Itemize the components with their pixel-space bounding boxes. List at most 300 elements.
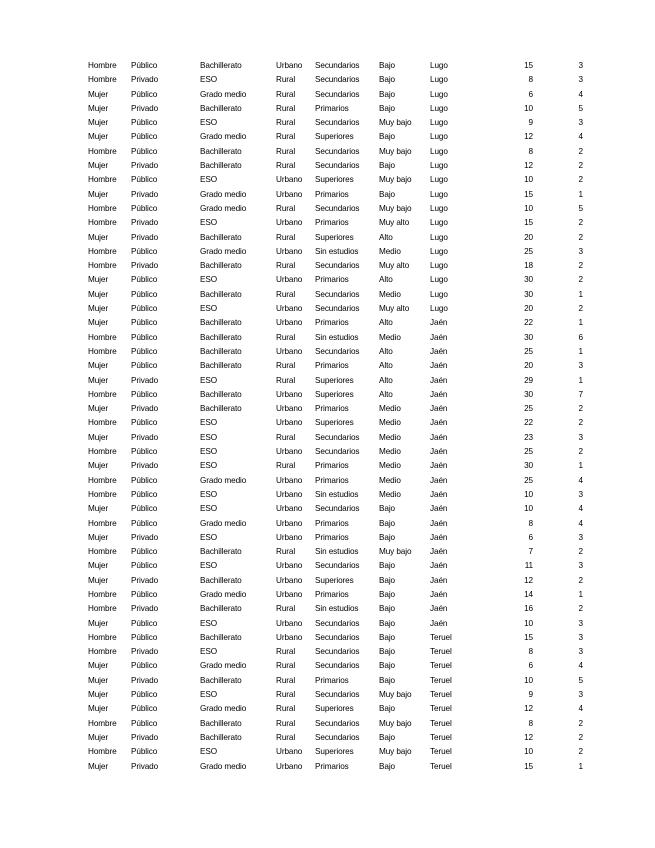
studies-cell: ESO [200, 747, 217, 757]
value-a-cell: 10 [524, 489, 533, 499]
table-row [88, 717, 583, 731]
zone-cell: Urbano [276, 318, 303, 328]
parent-studies-cell: Secundarios [315, 432, 360, 442]
studies-cell: ESO [200, 375, 217, 385]
school-type-cell: Público [131, 118, 158, 128]
value-a-cell: 10 [524, 175, 533, 185]
studies-cell: Grado medio [200, 132, 247, 142]
zone-cell: Rural [276, 690, 296, 700]
table-row [88, 388, 583, 402]
sex-cell: Hombre [88, 604, 117, 614]
studies-cell: Grado medio [200, 661, 247, 671]
income-cell: Alto [379, 346, 393, 356]
city-cell: Jaén [430, 361, 448, 371]
value-b-cell: 2 [578, 275, 583, 285]
value-a-cell: 9 [528, 118, 533, 128]
zone-cell: Rural [276, 704, 296, 714]
city-cell: Lugo [430, 118, 448, 128]
studies-cell: ESO [200, 432, 217, 442]
value-b-cell: 4 [578, 661, 583, 671]
school-type-cell: Público [131, 418, 158, 428]
value-b-cell: 1 [578, 375, 583, 385]
value-a-cell: 12 [524, 161, 533, 171]
parent-studies-cell: Primarios [315, 475, 349, 485]
studies-cell: ESO [200, 618, 217, 628]
parent-studies-cell: Primarios [315, 589, 349, 599]
sex-cell: Mujer [88, 704, 108, 714]
zone-cell: Urbano [276, 61, 303, 70]
value-a-cell: 8 [528, 146, 533, 156]
zone-cell: Rural [276, 547, 296, 557]
sex-cell: Mujer [88, 304, 108, 314]
city-cell: Jaén [430, 618, 448, 628]
sex-cell: Mujer [88, 618, 108, 628]
parent-studies-cell: Superiores [315, 375, 354, 385]
value-a-cell: 8 [528, 718, 533, 728]
studies-cell: Bachillerato [200, 318, 242, 328]
parent-studies-cell: Secundarios [315, 203, 360, 213]
value-b-cell: 2 [578, 261, 583, 271]
parent-studies-cell: Secundarios [315, 661, 360, 671]
value-a-cell: 30 [524, 332, 533, 342]
sex-cell: Hombre [88, 261, 117, 271]
studies-cell: Bachillerato [200, 575, 242, 585]
table-row [88, 188, 583, 202]
city-cell: Jaén [430, 404, 448, 414]
income-cell: Alto [379, 375, 393, 385]
value-a-cell: 30 [524, 389, 533, 399]
value-a-cell: 23 [524, 432, 533, 442]
parent-studies-cell: Secundarios [315, 618, 360, 628]
value-a-cell: 20 [524, 304, 533, 314]
parent-studies-cell: Superiores [315, 747, 354, 757]
school-type-cell: Privado [131, 261, 159, 271]
income-cell: Bajo [379, 132, 395, 142]
table-row [88, 159, 583, 173]
table-row [88, 145, 583, 159]
value-a-cell: 22 [524, 318, 533, 328]
income-cell: Alto [379, 275, 393, 285]
zone-cell: Rural [276, 89, 296, 99]
table-body [88, 59, 583, 774]
school-type-cell: Público [131, 718, 158, 728]
income-cell: Bajo [379, 618, 395, 628]
value-a-cell: 25 [524, 475, 533, 485]
value-b-cell: 4 [578, 518, 583, 528]
city-cell: Jaén [430, 389, 448, 399]
value-b-cell: 3 [578, 432, 583, 442]
value-a-cell: 22 [524, 418, 533, 428]
value-b-cell: 3 [578, 632, 583, 642]
income-cell: Muy alto [379, 261, 410, 271]
sex-cell: Hombre [88, 418, 117, 428]
city-cell: Jaén [430, 518, 448, 528]
table-row [88, 502, 583, 516]
studies-cell: ESO [200, 447, 217, 457]
income-cell: Muy bajo [379, 690, 412, 700]
sex-cell: Hombre [88, 718, 117, 728]
school-type-cell: Privado [131, 532, 159, 542]
table-row [88, 488, 583, 502]
sex-cell: Mujer [88, 675, 108, 685]
table-row [88, 331, 583, 345]
school-type-cell: Público [131, 146, 158, 156]
table-row [88, 259, 583, 273]
sex-cell: Mujer [88, 404, 108, 414]
parent-studies-cell: Primarios [315, 218, 349, 228]
studies-cell: ESO [200, 690, 217, 700]
zone-cell: Urbano [276, 346, 303, 356]
zone-cell: Rural [276, 661, 296, 671]
value-a-cell: 30 [524, 461, 533, 471]
studies-cell: Grado medio [200, 89, 247, 99]
sex-cell: Hombre [88, 218, 117, 228]
city-cell: Jaén [430, 461, 448, 471]
zone-cell: Rural [276, 461, 296, 471]
value-a-cell: 6 [528, 89, 533, 99]
zone-cell: Urbano [276, 761, 303, 771]
school-type-cell: Privado [131, 761, 159, 771]
studies-cell: Bachillerato [200, 675, 242, 685]
parent-studies-cell: Sin estudios [315, 489, 359, 499]
value-b-cell: 2 [578, 447, 583, 457]
sex-cell: Mujer [88, 690, 108, 700]
school-type-cell: Público [131, 690, 158, 700]
value-b-cell: 7 [578, 389, 583, 399]
sex-cell: Mujer [88, 732, 108, 742]
zone-cell: Urbano [276, 475, 303, 485]
table-row [88, 688, 583, 702]
sex-cell: Hombre [88, 489, 117, 499]
school-type-cell: Privado [131, 732, 159, 742]
parent-studies-cell: Sin estudios [315, 246, 359, 256]
value-a-cell: 11 [524, 561, 533, 571]
school-type-cell: Público [131, 704, 158, 714]
sex-cell: Mujer [88, 189, 108, 199]
city-cell: Teruel [430, 690, 452, 700]
income-cell: Medio [379, 418, 401, 428]
school-type-cell: Público [131, 361, 158, 371]
city-cell: Jaén [430, 604, 448, 614]
income-cell: Bajo [379, 561, 395, 571]
value-a-cell: 8 [528, 647, 533, 657]
income-cell: Medio [379, 447, 401, 457]
table-row [88, 359, 583, 373]
school-type-cell: Público [131, 332, 158, 342]
sex-cell: Mujer [88, 89, 108, 99]
studies-cell: ESO [200, 118, 217, 128]
zone-cell: Rural [276, 232, 296, 242]
value-a-cell: 12 [524, 732, 533, 742]
parent-studies-cell: Superiores [315, 175, 354, 185]
sex-cell: Mujer [88, 561, 108, 571]
sex-cell: Hombre [88, 475, 117, 485]
income-cell: Medio [379, 461, 401, 471]
table-row [88, 545, 583, 559]
studies-cell: Bachillerato [200, 732, 242, 742]
value-b-cell: 1 [578, 189, 583, 199]
value-a-cell: 15 [524, 189, 533, 199]
sex-cell: Mujer [88, 232, 108, 242]
studies-cell: Bachillerato [200, 103, 242, 113]
value-a-cell: 25 [524, 404, 533, 414]
value-a-cell: 10 [524, 103, 533, 113]
city-cell: Teruel [430, 647, 452, 657]
school-type-cell: Público [131, 475, 158, 485]
city-cell: Lugo [430, 146, 448, 156]
table-row [88, 302, 583, 316]
city-cell: Lugo [430, 232, 448, 242]
sex-cell: Hombre [88, 146, 117, 156]
value-b-cell: 1 [578, 761, 583, 771]
parent-studies-cell: Superiores [315, 232, 354, 242]
table-row [88, 602, 583, 616]
sex-cell: Hombre [88, 518, 117, 528]
income-cell: Bajo [379, 661, 395, 671]
value-b-cell: 2 [578, 404, 583, 414]
income-cell: Bajo [379, 604, 395, 614]
city-cell: Teruel [430, 718, 452, 728]
value-b-cell: 4 [578, 504, 583, 514]
zone-cell: Rural [276, 432, 296, 442]
sex-cell: Mujer [88, 118, 108, 128]
sex-cell: Mujer [88, 161, 108, 171]
parent-studies-cell: Secundarios [315, 561, 360, 571]
studies-cell: Bachillerato [200, 61, 242, 70]
income-cell: Alto [379, 232, 393, 242]
value-b-cell: 2 [578, 575, 583, 585]
table-row [88, 574, 583, 588]
income-cell: Bajo [379, 575, 395, 585]
school-type-cell: Privado [131, 375, 159, 385]
zone-cell: Rural [276, 718, 296, 728]
sex-cell: Mujer [88, 761, 108, 771]
parent-studies-cell: Secundarios [315, 346, 360, 356]
zone-cell: Urbano [276, 418, 303, 428]
income-cell: Bajo [379, 647, 395, 657]
sex-cell: Hombre [88, 175, 117, 185]
school-type-cell: Privado [131, 189, 159, 199]
table-row [88, 459, 583, 473]
studies-cell: Bachillerato [200, 232, 242, 242]
value-b-cell: 2 [578, 175, 583, 185]
zone-cell: Rural [276, 647, 296, 657]
school-type-cell: Público [131, 632, 158, 642]
zone-cell: Urbano [276, 575, 303, 585]
value-b-cell: 2 [578, 604, 583, 614]
value-a-cell: 10 [524, 675, 533, 685]
studies-cell: Grado medio [200, 589, 247, 599]
parent-studies-cell: Secundarios [315, 289, 360, 299]
studies-cell: ESO [200, 504, 217, 514]
zone-cell: Urbano [276, 304, 303, 314]
income-cell: Alto [379, 389, 393, 399]
parent-studies-cell: Primarios [315, 404, 349, 414]
sex-cell: Hombre [88, 747, 117, 757]
value-a-cell: 12 [524, 575, 533, 585]
school-type-cell: Público [131, 246, 158, 256]
parent-studies-cell: Secundarios [315, 304, 360, 314]
parent-studies-cell: Secundarios [315, 146, 360, 156]
sex-cell: Mujer [88, 132, 108, 142]
school-type-cell: Público [131, 132, 158, 142]
city-cell: Lugo [430, 218, 448, 228]
parent-studies-cell: Primarios [315, 361, 349, 371]
school-type-cell: Privado [131, 218, 159, 228]
studies-cell: ESO [200, 304, 217, 314]
zone-cell: Urbano [276, 518, 303, 528]
parent-studies-cell: Superiores [315, 704, 354, 714]
sex-cell: Mujer [88, 504, 108, 514]
zone-cell: Urbano [276, 189, 303, 199]
income-cell: Bajo [379, 732, 395, 742]
income-cell: Bajo [379, 632, 395, 642]
value-a-cell: 14 [524, 589, 533, 599]
value-a-cell: 12 [524, 704, 533, 714]
income-cell: Bajo [379, 89, 395, 99]
value-b-cell: 3 [578, 690, 583, 700]
school-type-cell: Público [131, 561, 158, 571]
table-row [88, 517, 583, 531]
parent-studies-cell: Secundarios [315, 118, 360, 128]
value-b-cell: 3 [578, 618, 583, 628]
city-cell: Teruel [430, 704, 452, 714]
table-row [88, 474, 583, 488]
studies-cell: ESO [200, 461, 217, 471]
value-b-cell: 4 [578, 704, 583, 714]
zone-cell: Rural [276, 75, 296, 85]
sex-cell: Mujer [88, 361, 108, 371]
studies-cell: Bachillerato [200, 289, 242, 299]
value-a-cell: 20 [524, 361, 533, 371]
parent-studies-cell: Sin estudios [315, 547, 359, 557]
value-b-cell: 3 [578, 489, 583, 499]
sex-cell: Mujer [88, 103, 108, 113]
table-row [88, 402, 583, 416]
parent-studies-cell: Secundarios [315, 75, 360, 85]
city-cell: Jaén [430, 589, 448, 599]
value-a-cell: 8 [528, 518, 533, 528]
value-b-cell: 1 [578, 589, 583, 599]
city-cell: Teruel [430, 675, 452, 685]
city-cell: Lugo [430, 132, 448, 142]
studies-cell: Grado medio [200, 189, 247, 199]
income-cell: Bajo [379, 518, 395, 528]
table-row [88, 345, 583, 359]
value-a-cell: 12 [524, 132, 533, 142]
zone-cell: Rural [276, 675, 296, 685]
value-b-cell: 5 [578, 103, 583, 113]
value-b-cell: 1 [578, 318, 583, 328]
value-a-cell: 30 [524, 275, 533, 285]
zone-cell: Rural [276, 146, 296, 156]
table-row [88, 745, 583, 759]
value-a-cell: 15 [524, 632, 533, 642]
school-type-cell: Público [131, 661, 158, 671]
parent-studies-cell: Superiores [315, 575, 354, 585]
studies-cell: Bachillerato [200, 718, 242, 728]
parent-studies-cell: Sin estudios [315, 604, 359, 614]
sex-cell: Mujer [88, 375, 108, 385]
value-b-cell: 2 [578, 304, 583, 314]
value-a-cell: 6 [528, 661, 533, 671]
data-table [88, 59, 583, 774]
school-type-cell: Público [131, 175, 158, 185]
value-b-cell: 4 [578, 89, 583, 99]
table-row [88, 73, 583, 87]
income-cell: Medio [379, 289, 401, 299]
parent-studies-cell: Sin estudios [315, 332, 359, 342]
studies-cell: Bachillerato [200, 361, 242, 371]
parent-studies-cell: Superiores [315, 132, 354, 142]
studies-cell: ESO [200, 561, 217, 571]
zone-cell: Urbano [276, 447, 303, 457]
value-b-cell: 2 [578, 218, 583, 228]
city-cell: Jaén [430, 418, 448, 428]
value-a-cell: 10 [524, 618, 533, 628]
table-row [88, 173, 583, 187]
income-cell: Bajo [379, 704, 395, 714]
income-cell: Bajo [379, 761, 395, 771]
studies-cell: ESO [200, 275, 217, 285]
zone-cell: Urbano [276, 246, 303, 256]
city-cell: Jaén [430, 532, 448, 542]
school-type-cell: Privado [131, 647, 159, 657]
sex-cell: Hombre [88, 647, 117, 657]
school-type-cell: Público [131, 518, 158, 528]
city-cell: Jaén [430, 489, 448, 499]
parent-studies-cell: Secundarios [315, 732, 360, 742]
zone-cell: Rural [276, 332, 296, 342]
value-b-cell: 1 [578, 346, 583, 356]
school-type-cell: Público [131, 289, 158, 299]
income-cell: Muy bajo [379, 718, 412, 728]
income-cell: Bajo [379, 589, 395, 599]
income-cell: Alto [379, 318, 393, 328]
sex-cell: Mujer [88, 275, 108, 285]
value-a-cell: 20 [524, 232, 533, 242]
value-a-cell: 25 [524, 346, 533, 356]
school-type-cell: Privado [131, 432, 159, 442]
table-row [88, 273, 583, 287]
value-a-cell: 15 [524, 218, 533, 228]
zone-cell: Urbano [276, 532, 303, 542]
value-a-cell: 29 [524, 375, 533, 385]
table-row [88, 674, 583, 688]
city-cell: Lugo [430, 304, 448, 314]
parent-studies-cell: Primarios [315, 318, 349, 328]
studies-cell: ESO [200, 175, 217, 185]
school-type-cell: Público [131, 547, 158, 557]
income-cell: Muy bajo [379, 175, 412, 185]
table-row [88, 659, 583, 673]
school-type-cell: Público [131, 346, 158, 356]
city-cell: Jaén [430, 318, 448, 328]
parent-studies-cell: Primarios [315, 761, 349, 771]
value-b-cell: 3 [578, 532, 583, 542]
table-row [88, 617, 583, 631]
parent-studies-cell: Secundarios [315, 690, 360, 700]
studies-cell: Grado medio [200, 203, 247, 213]
table-row [88, 59, 583, 73]
city-cell: Jaén [430, 346, 448, 356]
table-row [88, 760, 583, 774]
school-type-cell: Privado [131, 103, 159, 113]
table-row [88, 631, 583, 645]
value-a-cell: 10 [524, 203, 533, 213]
zone-cell: Urbano [276, 589, 303, 599]
school-type-cell: Público [131, 275, 158, 285]
